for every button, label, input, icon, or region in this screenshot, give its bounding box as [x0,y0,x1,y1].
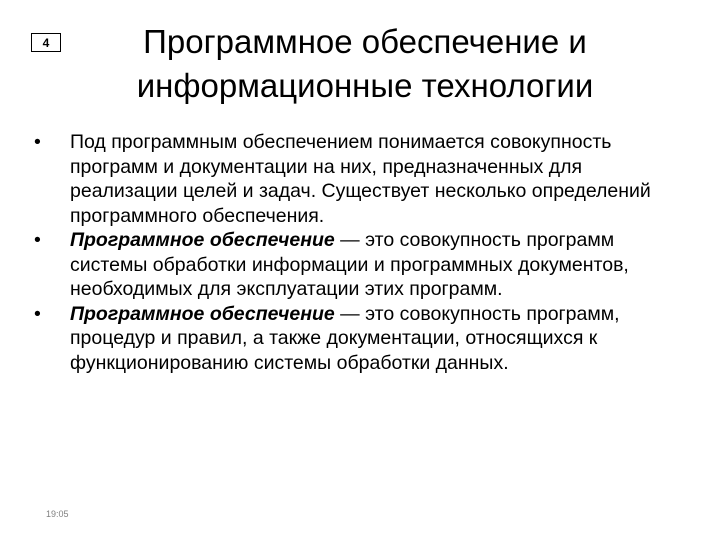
slide-title-line-1: Программное обеспечение и [143,23,587,60]
bullet-text: — это совокупность программ системы обработки информации и программных документов, необходимых для эксплуатации этих программ. [70,229,629,300]
bullet-term: Программное обеспечение [70,229,335,251]
bullet-item-2 [34,228,684,302]
bullet-item-1 [34,130,684,228]
bullet-list [34,130,684,375]
bullet-marker: • [34,229,41,251]
bullet-marker: • [34,131,41,153]
slide-number: 4 [42,35,50,50]
bullet-marker: • [34,302,41,325]
bullet-text: — это совокупность программ, процедур и правил, а также документации, относящихся к функционированию системы обработки данных. [70,302,620,374]
bullet-term: Программное обеспечение [70,302,335,325]
slide-title-line-2: информационные технологии [136,67,594,104]
slide-number-badge [31,33,61,52]
bullet-text: Под программным обеспечением понимается совокупность программ и документации на них, предназначенных для реализации целей и задач. Существует несколько определений программного обеспечения. [70,131,651,227]
footer-timestamp: 19:05 [46,509,69,519]
bullet-item-3 [34,302,684,376]
slide-title [80,20,650,108]
